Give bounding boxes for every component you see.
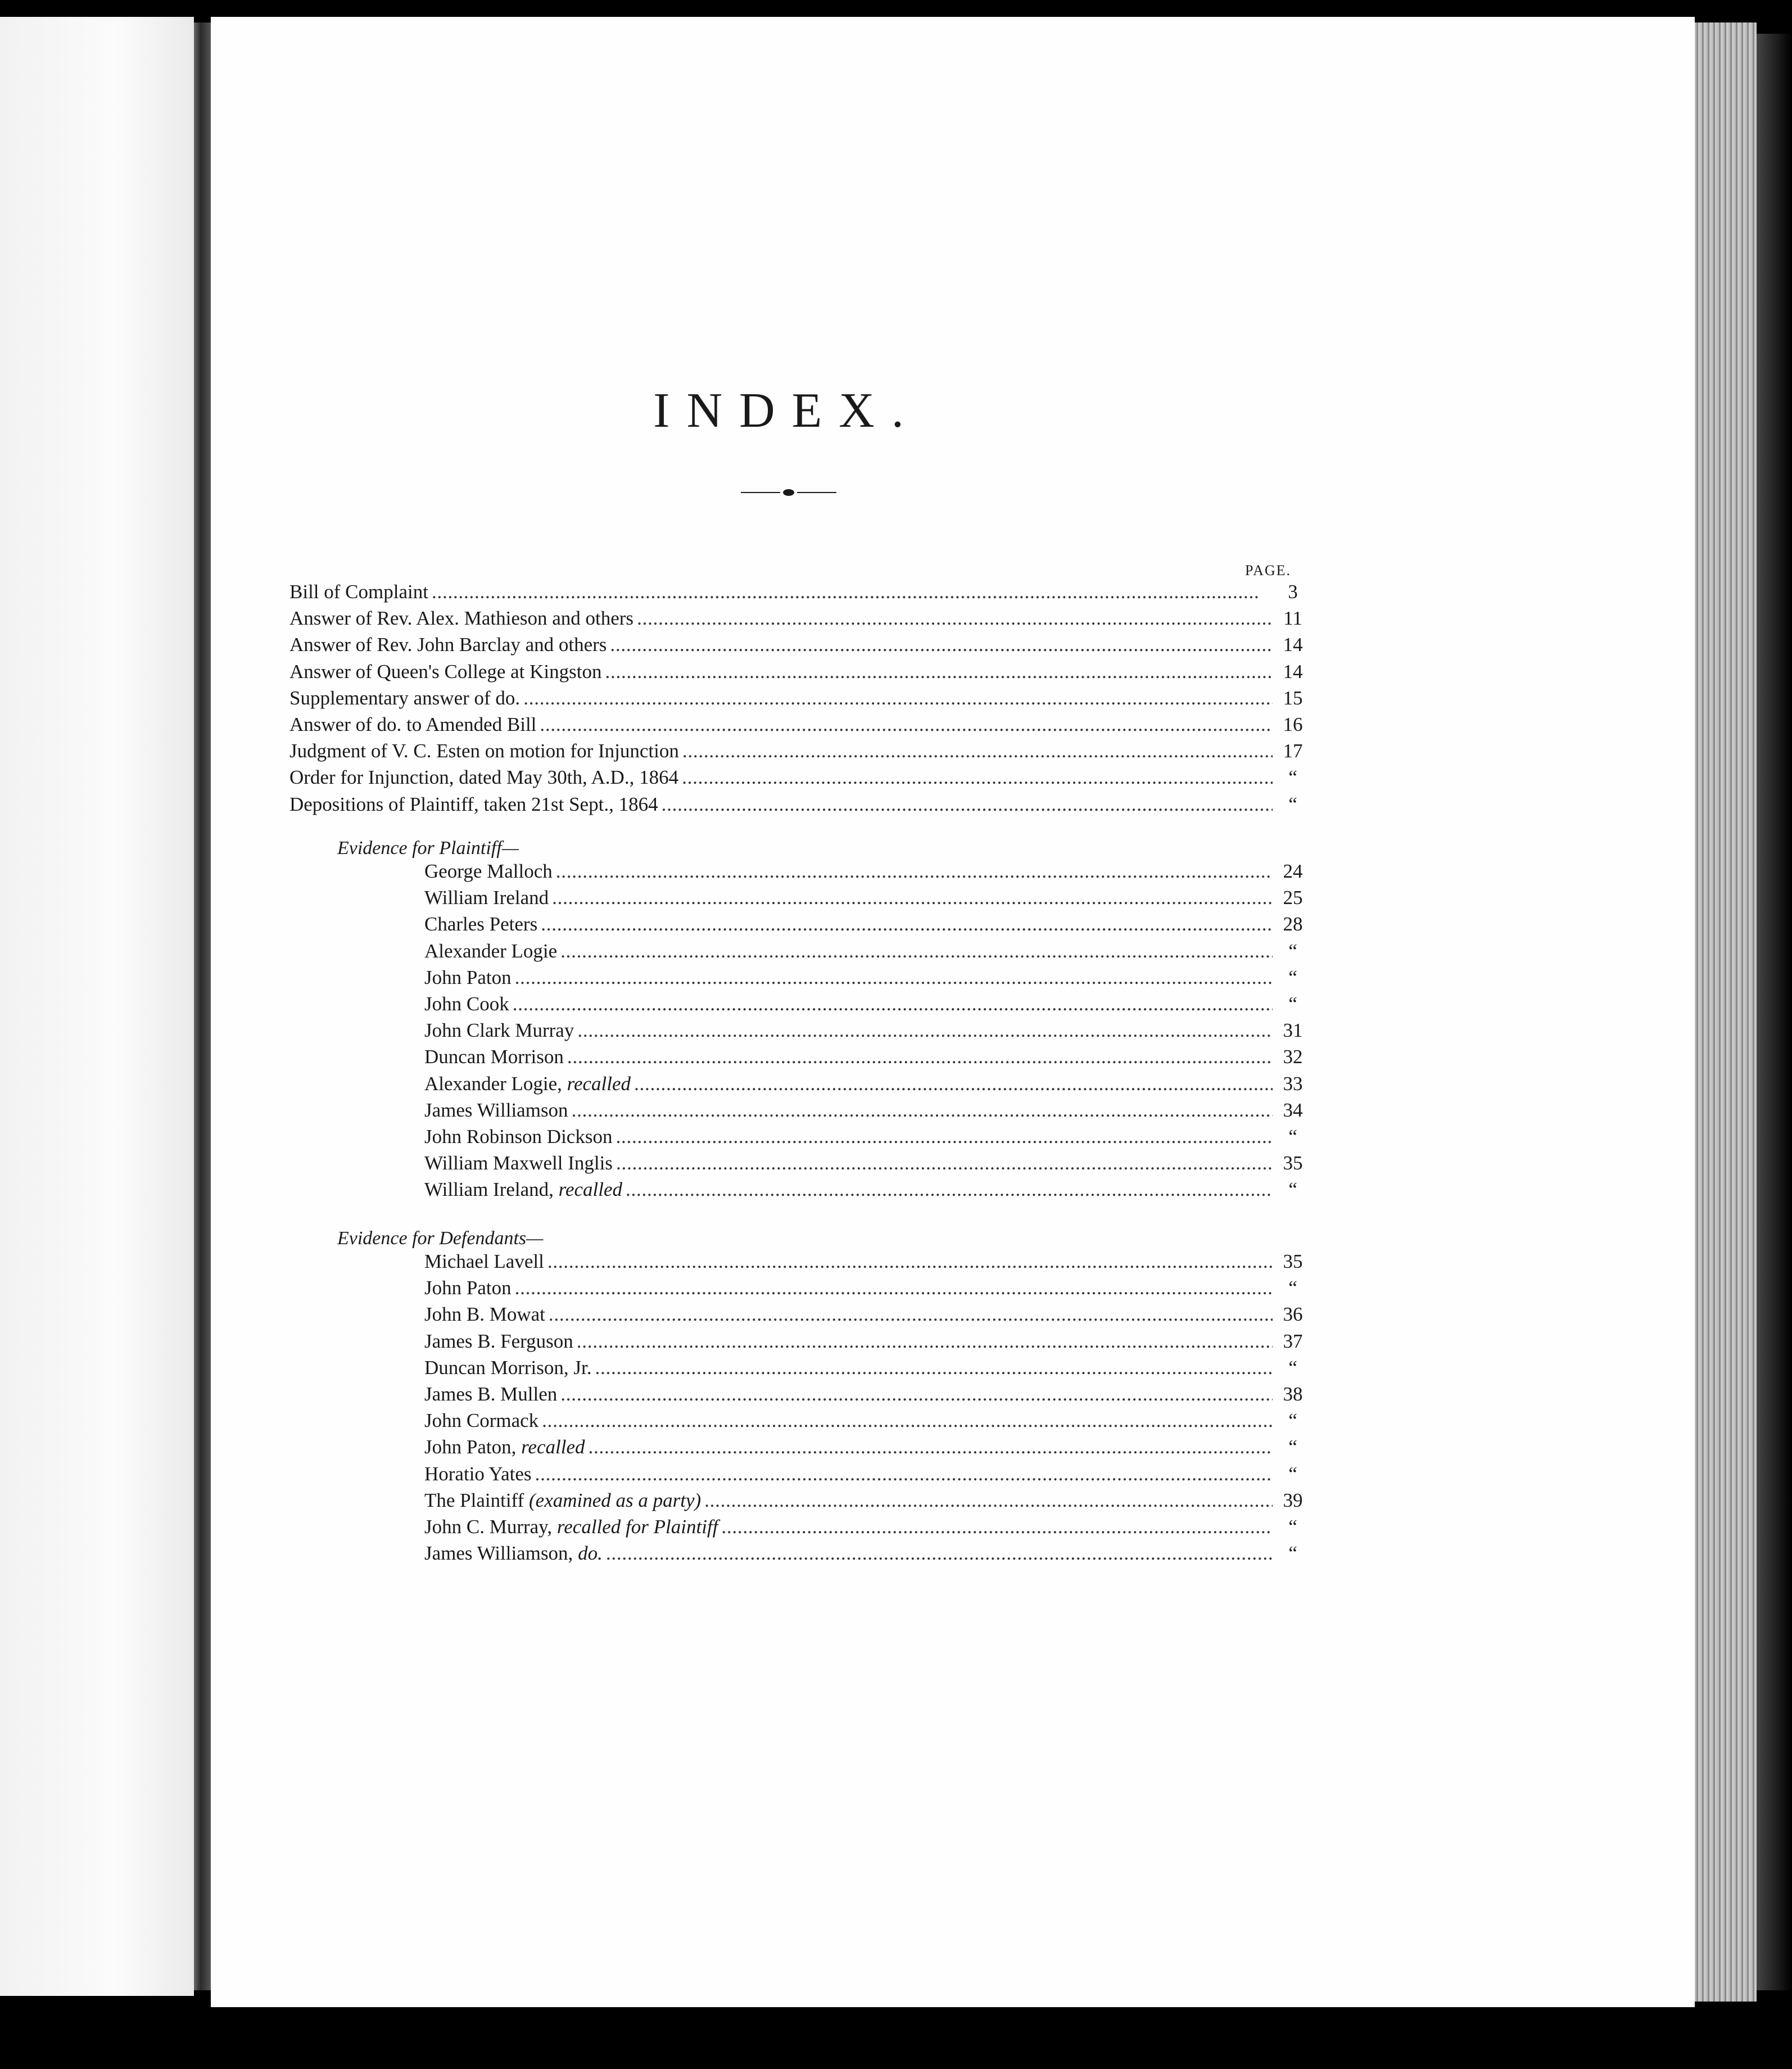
index-entry <box>424 1541 1310 1566</box>
page-number: 38 <box>1283 1383 1303 1405</box>
index-entry <box>289 765 1310 790</box>
page-number: 32 <box>1283 1046 1303 1068</box>
page-number: 39 <box>1283 1489 1303 1511</box>
index-entry <box>424 1249 1310 1275</box>
dot-leader <box>637 606 1273 631</box>
index-entry <box>424 1071 1310 1097</box>
index-entry <box>424 1302 1310 1327</box>
page-number: “ <box>1288 1126 1297 1148</box>
dot-leader <box>556 859 1273 884</box>
entry-label: Judgment of V. C. Esten on motion for Injunction <box>289 740 679 762</box>
page-number: 35 <box>1283 1152 1303 1174</box>
page-number: “ <box>1288 1436 1297 1458</box>
page-number: “ <box>1288 1410 1297 1432</box>
index-entry <box>424 1381 1310 1407</box>
entry-label: Alexander Logie <box>424 939 558 962</box>
dot-leader <box>588 1434 1273 1460</box>
page-number: “ <box>1288 993 1297 1015</box>
page-block-edge <box>1695 22 1757 2002</box>
dot-leader <box>542 1408 1273 1434</box>
title-ornament-icon <box>741 489 836 496</box>
index-entry <box>424 859 1310 884</box>
dot-leader <box>595 1355 1273 1381</box>
page-number: 37 <box>1283 1330 1303 1352</box>
entry-label: Duncan Morrison <box>424 1046 564 1068</box>
index-entry <box>289 685 1310 711</box>
page-number: “ <box>1288 1516 1297 1538</box>
dot-leader <box>432 579 1273 605</box>
page-number: 16 <box>1283 713 1303 735</box>
section-heading: Evidence for Plaintiff— <box>337 838 519 859</box>
entry-label: Duncan Morrison, Jr. <box>424 1356 592 1379</box>
entry-label: James B. Mullen <box>424 1383 558 1405</box>
index-entry <box>289 712 1310 738</box>
page-number: 28 <box>1283 913 1303 936</box>
dot-leader <box>626 1177 1273 1203</box>
index-entry <box>289 659 1310 685</box>
dot-leader <box>721 1514 1273 1540</box>
index-entry <box>424 1329 1310 1354</box>
index-entry <box>424 965 1310 991</box>
index-entry <box>424 1097 1310 1123</box>
dot-leader <box>616 1124 1273 1150</box>
page-number: 15 <box>1283 686 1303 709</box>
dot-leader <box>540 712 1273 738</box>
dot-leader <box>605 659 1273 685</box>
page-number: “ <box>1288 966 1297 988</box>
page-number: 3 <box>1288 581 1298 603</box>
entry-note: recalled <box>567 1072 631 1095</box>
entry-label: James B. Ferguson <box>424 1330 573 1352</box>
dot-leader <box>547 1249 1273 1275</box>
entry-note: recalled <box>558 1178 623 1201</box>
page-number: “ <box>1288 1462 1297 1485</box>
section-heading: Evidence for Defendants— <box>337 1228 544 1249</box>
entry-label: John Paton <box>424 1277 512 1299</box>
page-number: “ <box>1288 1542 1297 1565</box>
dot-leader <box>541 911 1273 937</box>
entry-label: Order for Injunction, dated May 30th, A.D., 1864 <box>289 766 679 789</box>
page-number: 33 <box>1283 1072 1303 1095</box>
entry-label: William Ireland, recalled <box>424 1178 623 1201</box>
entry-label: John Robinson Dickson <box>424 1126 613 1148</box>
index-entry <box>424 1044 1310 1070</box>
dot-leader <box>606 1541 1273 1566</box>
index-entry <box>424 1124 1310 1150</box>
dot-leader <box>515 965 1273 991</box>
entry-label: John C. Murray, recalled for Plaintiff <box>424 1516 718 1538</box>
dot-leader <box>552 885 1273 911</box>
dot-leader <box>634 1071 1273 1097</box>
dot-leader <box>682 765 1273 790</box>
page-number: “ <box>1288 793 1297 815</box>
dot-leader <box>513 991 1273 1017</box>
index-entry <box>424 991 1310 1017</box>
index-entry <box>424 1434 1310 1460</box>
dot-leader <box>682 738 1273 764</box>
index-entry <box>424 938 1310 964</box>
index-entry <box>424 1461 1310 1487</box>
page-column-header: PAGE. <box>1245 562 1292 579</box>
dot-leader <box>535 1461 1273 1487</box>
index-entry <box>424 885 1310 911</box>
dot-leader <box>567 1044 1273 1070</box>
entry-label: John Cormack <box>424 1410 539 1432</box>
entry-label: John Cook <box>424 993 509 1015</box>
dot-leader <box>515 1275 1273 1301</box>
page-number: 17 <box>1283 740 1303 762</box>
entry-label: Depositions of Plaintiff, taken 21st Sept., 1864 <box>289 793 658 815</box>
entry-note: recalled for Plaintiff <box>556 1516 718 1538</box>
page-title: INDEX. <box>653 383 921 438</box>
entry-label: Answer of Queen's College at Kingston <box>289 660 602 683</box>
index-entry <box>424 911 1310 937</box>
index-entry <box>289 632 1310 658</box>
entry-label: John B. Mowat <box>424 1303 545 1326</box>
entry-label: Supplementary answer of do. <box>289 686 521 709</box>
entry-label: Charles Peters <box>424 913 538 936</box>
index-entry <box>289 738 1310 764</box>
dot-leader <box>577 1018 1273 1043</box>
dot-leader <box>704 1488 1273 1514</box>
index-entry <box>424 1408 1310 1434</box>
dot-leader <box>523 685 1273 711</box>
book-gutter <box>194 22 211 1990</box>
index-entry <box>424 1355 1310 1381</box>
scan-shadow <box>1757 34 1792 1990</box>
page-number: “ <box>1288 939 1297 962</box>
entry-label: Answer of Rev. Alex. Mathieson and others <box>289 607 634 630</box>
index-entry <box>424 1150 1310 1176</box>
dot-leader <box>549 1302 1273 1327</box>
page-number: 35 <box>1283 1250 1303 1272</box>
entry-note: recalled <box>521 1436 585 1458</box>
entry-label: James Williamson <box>424 1099 568 1121</box>
index-entry <box>424 1018 1310 1043</box>
page-number: 24 <box>1283 860 1303 882</box>
entry-label: Michael Lavell <box>424 1250 544 1272</box>
page-number: 31 <box>1283 1019 1303 1042</box>
page-number: “ <box>1288 766 1297 789</box>
index-entry <box>424 1177 1310 1203</box>
dot-leader <box>560 938 1273 964</box>
page-number: 14 <box>1283 634 1303 656</box>
entry-note: do. <box>578 1542 603 1565</box>
entry-label: William Ireland <box>424 887 549 909</box>
page-number: “ <box>1288 1356 1297 1379</box>
left-page-edge <box>0 17 194 1996</box>
index-entry <box>424 1275 1310 1301</box>
page-number: 34 <box>1283 1099 1303 1121</box>
entry-label: James Williamson, do. <box>424 1542 603 1565</box>
dot-leader <box>616 1150 1273 1176</box>
page-number: 14 <box>1283 660 1303 683</box>
entry-label: Horatio Yates <box>424 1462 532 1485</box>
entry-label: Alexander Logie, recalled <box>424 1072 631 1095</box>
entry-label: John Paton, recalled <box>424 1436 585 1458</box>
dot-leader <box>577 1329 1273 1354</box>
dot-leader <box>662 792 1273 817</box>
index-entry <box>289 579 1310 605</box>
page-number: 36 <box>1283 1303 1303 1326</box>
index-entry <box>424 1488 1310 1514</box>
entry-label: John Clark Murray <box>424 1019 574 1042</box>
entry-label: Bill of Complaint <box>289 581 428 603</box>
entry-note: (examined as a party) <box>529 1489 702 1511</box>
entry-label: John Paton <box>424 966 512 988</box>
entry-label: Answer of Rev. John Barclay and others <box>289 634 607 656</box>
entry-label: George Malloch <box>424 860 553 882</box>
dot-leader <box>572 1097 1273 1123</box>
index-entry <box>289 792 1310 817</box>
dot-leader <box>560 1381 1273 1407</box>
page-number: “ <box>1288 1178 1297 1201</box>
entry-label: William Maxwell Inglis <box>424 1152 613 1174</box>
entry-label: Answer of do. to Amended Bill <box>289 713 537 735</box>
index-entry <box>424 1514 1310 1540</box>
page-number: 11 <box>1283 607 1302 630</box>
index-entry <box>289 606 1310 631</box>
page-number: 25 <box>1283 887 1303 909</box>
dot-leader <box>610 632 1273 658</box>
entry-label: The Plaintiff (examined as a party) <box>424 1489 702 1511</box>
page-number: “ <box>1288 1277 1297 1299</box>
